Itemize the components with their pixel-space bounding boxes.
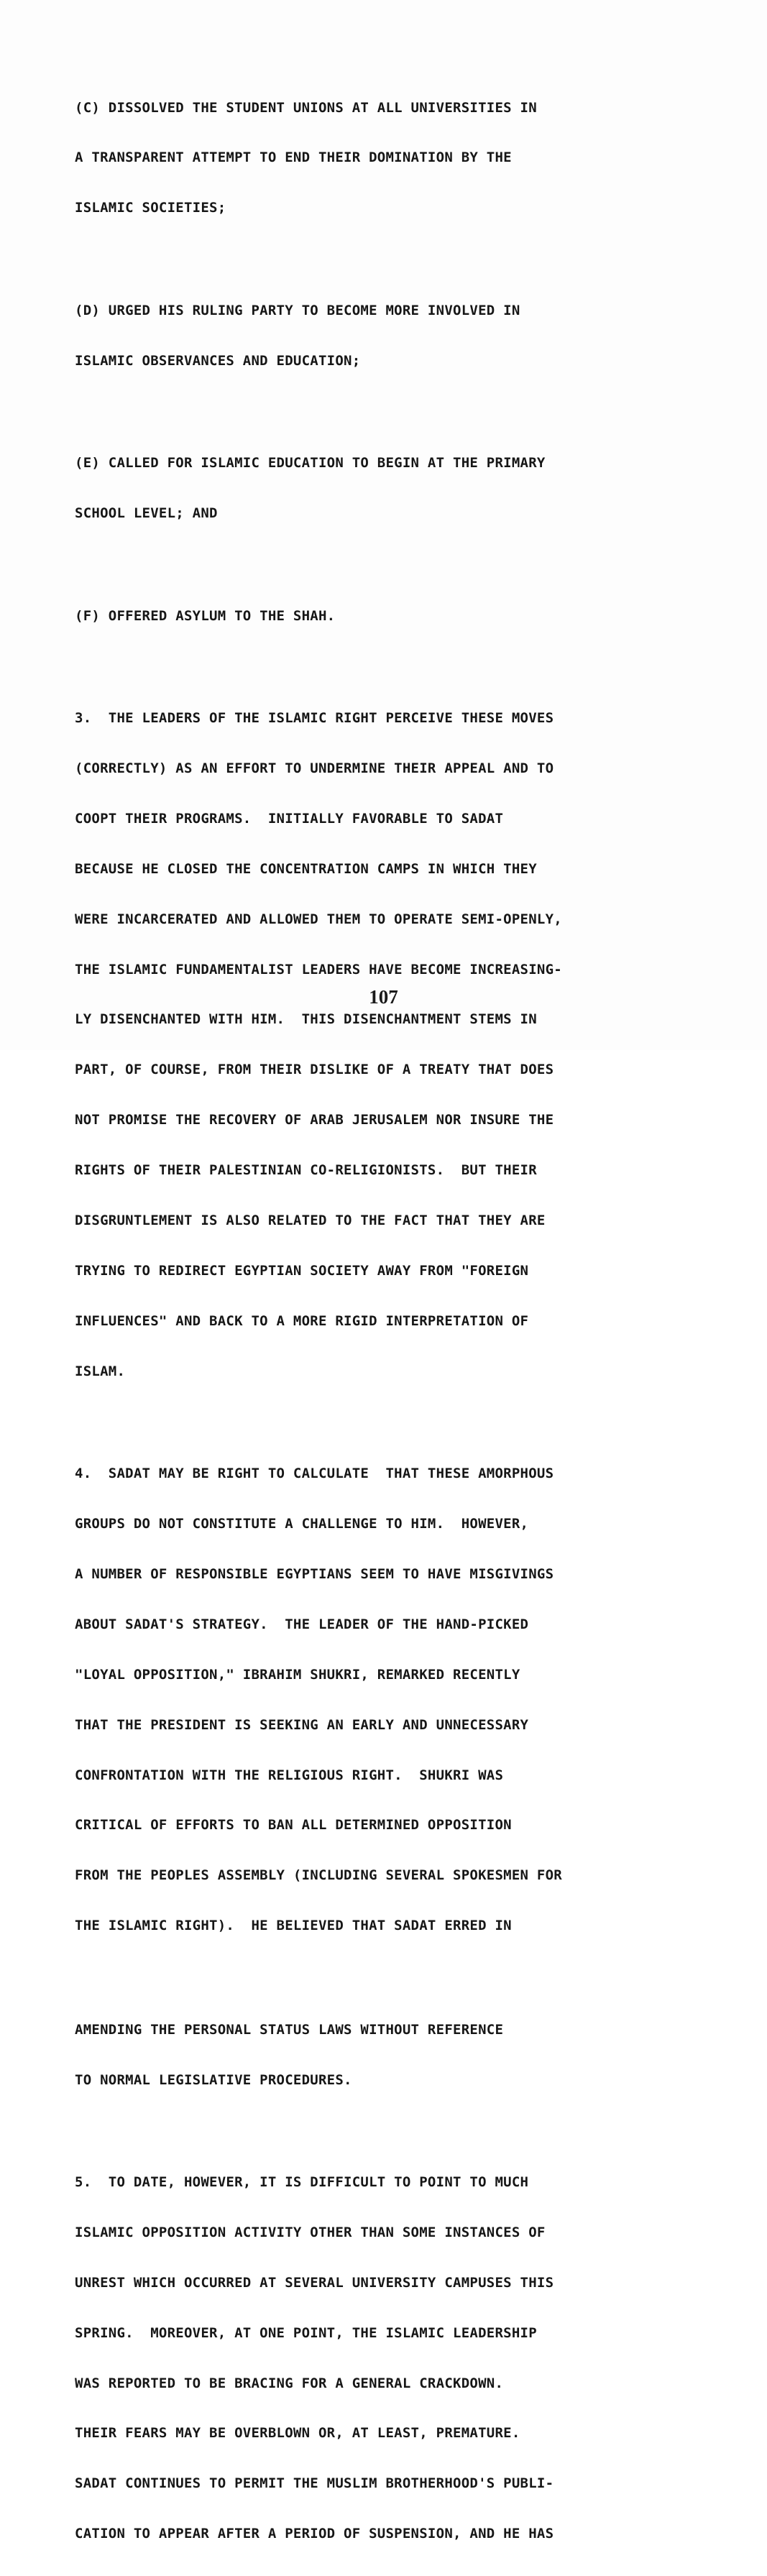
text-line: CATION TO APPEAR AFTER A PERIOD OF SUSPENSION, AND HE HAS — [75, 2526, 554, 2542]
text-line: FROM THE PEOPLES ASSEMBLY (INCLUDING SEVERAL SPOKESMEN FOR — [75, 1867, 562, 1884]
text-line: SCHOOL LEVEL; AND — [75, 505, 218, 522]
text-line: ISLAMIC OBSERVANCES AND EDUCATION; — [75, 352, 361, 369]
text-line: THEIR FEARS MAY BE OVERBLOWN OR, AT LEAST, PREMATURE. — [75, 2425, 520, 2442]
text-line: (F) OFFERED ASYLUM TO THE SHAH. — [75, 607, 336, 624]
paragraph-c — [75, 66, 679, 250]
text-line: ISLAM. — [75, 1363, 126, 1379]
text-line: A TRANSPARENT ATTEMPT TO END THEIR DOMINATION BY THE — [75, 150, 512, 166]
paragraph-4 — [75, 1432, 679, 1969]
text-line: (D) URGED HIS RULING PARTY TO BECOME MORE INVOLVED IN — [75, 302, 520, 318]
text-line: WERE INCARCERATED AND ALLOWED THEM TO OPERATE SEMI-OPENLY, — [75, 911, 562, 927]
text-line: (E) CALLED FOR ISLAMIC EDUCATION TO BEGIN AT THE PRIMARY — [75, 455, 546, 472]
text-line: LY DISENCHANTED WITH HIM. THIS DISENCHANTMENT STEMS IN — [75, 1011, 537, 1028]
text-line: ABOUT SADAT'S STRATEGY. THE LEADER OF THE HAND-PICKED — [75, 1616, 529, 1632]
text-line: PART, OF COURSE, FROM THEIR DISLIKE OF A TREATY THAT DOES — [75, 1062, 554, 1078]
text-line: COOPT THEIR PROGRAMS. INITIALLY FAVORABLE TO SADAT — [75, 810, 504, 827]
typewritten-body — [75, 66, 679, 2576]
paragraph-4-continued — [75, 1988, 679, 2122]
text-line: ISLAMIC SOCIETIES; — [75, 200, 226, 216]
text-line: 4. SADAT MAY BE RIGHT TO CALCULATE THAT THESE AMORPHOUS — [75, 1466, 554, 1482]
page-number: 107 — [369, 986, 398, 1008]
paragraph-e — [75, 422, 679, 556]
text-line: SADAT CONTINUES TO PERMIT THE MUSLIM BROTHERHOOD'S PUBLI- — [75, 2475, 554, 2492]
text-line: (CORRECTLY) AS AN EFFORT TO UNDERMINE THEIR APPEAL AND TO — [75, 760, 554, 776]
text-line: CRITICAL OF EFFORTS TO BAN ALL DETERMINED OPPOSITION — [75, 1817, 512, 1834]
text-line: AMENDING THE PERSONAL STATUS LAWS WITHOUT REFERENCE — [75, 2021, 504, 2038]
text-line: NOT PROMISE THE RECOVERY OF ARAB JERUSALEM NOR INSURE THE — [75, 1112, 554, 1128]
paragraph-d — [75, 269, 679, 402]
text-line: WAS REPORTED TO BE BRACING FOR A GENERAL CRACKDOWN. — [75, 2375, 504, 2391]
text-line: BECAUSE HE CLOSED THE CONCENTRATION CAMPS IN WHICH THEY — [75, 860, 537, 877]
text-line: DISGRUNTLEMENT IS ALSO RELATED TO THE FACT THAT THEY ARE — [75, 1213, 546, 1228]
text-line: ISLAMIC OPPOSITION ACTIVITY OTHER THAN SOME INSTANCES OF — [75, 2224, 546, 2240]
text-line: THE ISLAMIC FUNDAMENTALIST LEADERS HAVE BECOME INCREASING- — [75, 961, 562, 978]
text-line: UNREST WHICH OCCURRED AT SEVERAL UNIVERSITY CAMPUSES THIS — [75, 2274, 554, 2291]
text-line: CONFRONTATION WITH THE RELIGIOUS RIGHT. SHUKRI WAS — [75, 1767, 504, 1783]
text-line: GROUPS DO NOT CONSTITUTE A CHALLENGE TO HIM. HOWEVER, — [75, 1516, 529, 1532]
text-line: TO NORMAL LEGISLATIVE PROCEDURES. — [75, 2071, 352, 2088]
paragraph-f — [75, 574, 679, 658]
text-line: 5. TO DATE, HOWEVER, IT IS DIFFICULT TO POINT TO MUCH — [75, 2174, 529, 2191]
text-line: (C) DISSOLVED THE STUDENT UNIONS AT ALL UNIVERSITIES IN — [75, 99, 537, 116]
text-line: THE ISLAMIC RIGHT). HE BELIEVED THAT SADAT ERRED IN — [75, 1918, 512, 1934]
text-line: INFLUENCES" AND BACK TO A MORE RIGID INTERPRETATION OF — [75, 1312, 529, 1329]
text-line: 3. THE LEADERS OF THE ISLAMIC RIGHT PERCEIVE THESE MOVES — [75, 710, 554, 727]
text-line: THAT THE PRESIDENT IS SEEKING AN EARLY AND UNNECESSARY — [75, 1716, 529, 1733]
text-line: "LOYAL OPPOSITION," IBRAHIM SHUKRI, REMARKED RECENTLY — [75, 1666, 520, 1683]
text-line: A NUMBER OF RESPONSIBLE EGYPTIANS SEEM TO HAVE MISGIVINGS — [75, 1565, 554, 1582]
text-line: TRYING TO REDIRECT EGYPTIAN SOCIETY AWAY FROM "FOREIGN — [75, 1262, 529, 1279]
paragraph-5 — [75, 2140, 679, 2576]
paragraph-3 — [75, 677, 679, 1414]
text-line: SPRING. MOREOVER, AT ONE POINT, THE ISLAMIC LEADERSHIP — [75, 2324, 537, 2341]
text-line: RIGHTS OF THEIR PALESTINIAN CO-RELIGIONISTS. BUT THEIR — [75, 1162, 537, 1179]
